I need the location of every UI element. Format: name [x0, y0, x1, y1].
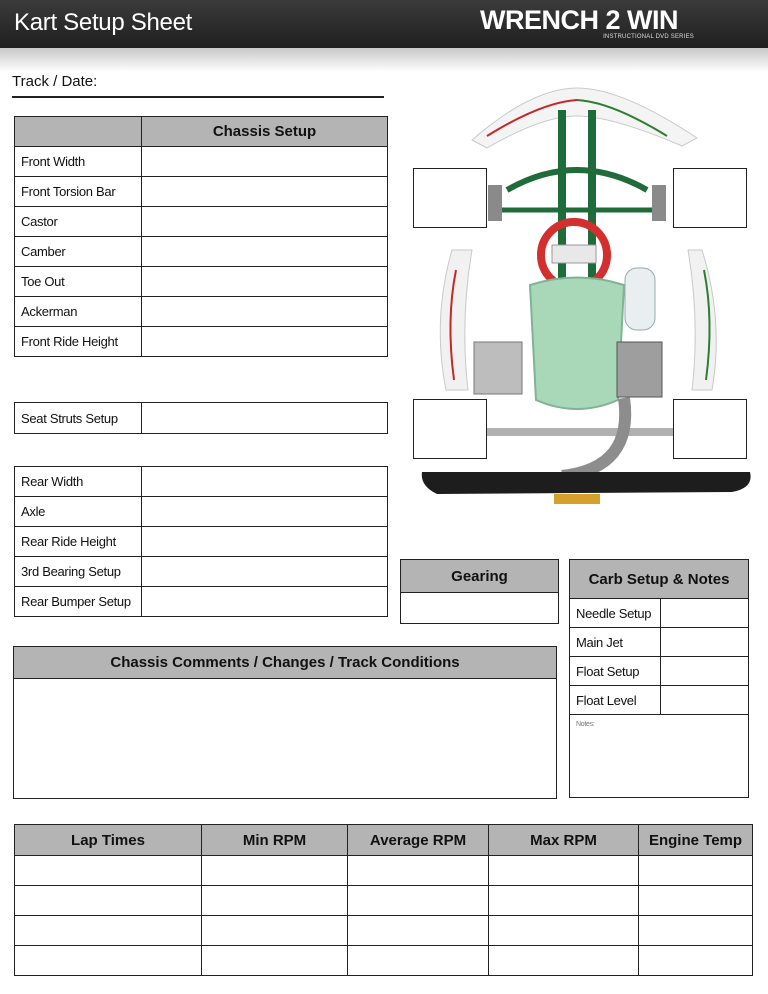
comments-field[interactable] — [14, 679, 557, 799]
seat-struts-table — [14, 402, 388, 434]
row-label: Rear Width — [15, 467, 142, 497]
table-cell[interactable] — [489, 856, 639, 886]
third-bearing-field[interactable] — [142, 557, 388, 587]
header-fade — [0, 48, 768, 72]
row-label: 3rd Bearing Setup — [15, 557, 142, 587]
toe-out-field[interactable] — [142, 267, 388, 297]
gearing-heading: Gearing — [401, 560, 559, 593]
table-cell[interactable] — [15, 946, 202, 976]
chassis-setup-table — [14, 116, 388, 357]
logo-text: WRENCH 2 WIN — [480, 5, 678, 35]
ackerman-field[interactable] — [142, 297, 388, 327]
table-cell[interactable] — [202, 916, 348, 946]
notes-field[interactable]: Notes: — [570, 715, 749, 798]
comments-heading: Chassis Comments / Changes / Track Conditions — [14, 647, 557, 679]
front-ride-height-field[interactable] — [142, 327, 388, 357]
row-label: Toe Out — [15, 267, 142, 297]
table-row — [15, 886, 753, 916]
rear-setup-table — [14, 466, 388, 617]
carb-setup-table — [569, 559, 749, 798]
col-min-rpm: Min RPM — [202, 825, 348, 856]
rear-left-wheel-box[interactable] — [413, 399, 487, 459]
row-label: Ackerman — [15, 297, 142, 327]
table-cell[interactable] — [15, 886, 202, 916]
main-jet-field[interactable] — [661, 628, 749, 657]
table-cell[interactable] — [202, 946, 348, 976]
castor-field[interactable] — [142, 207, 388, 237]
chassis-setup-heading: Chassis Setup — [142, 117, 388, 147]
col-average-rpm: Average RPM — [348, 825, 489, 856]
brand-logo — [480, 5, 700, 40]
table-cell[interactable] — [202, 886, 348, 916]
row-label: Castor — [15, 207, 142, 237]
rear-right-wheel-box[interactable] — [673, 399, 747, 459]
page-title: Kart Setup Sheet — [14, 9, 192, 36]
gearing-field[interactable] — [401, 593, 559, 624]
float-level-field[interactable] — [661, 686, 749, 715]
front-width-field[interactable] — [142, 147, 388, 177]
rear-width-field[interactable] — [142, 467, 388, 497]
row-label: Seat Struts Setup — [15, 403, 142, 434]
row-label: Main Jet — [570, 628, 661, 657]
row-label: Float Setup — [570, 657, 661, 686]
front-torsion-bar-field[interactable] — [142, 177, 388, 207]
row-label: Axle — [15, 497, 142, 527]
row-label: Front Ride Height — [15, 327, 142, 357]
carb-setup-heading: Carb Setup & Notes — [570, 560, 749, 599]
table-row — [15, 916, 753, 946]
axle-field[interactable] — [142, 497, 388, 527]
table-cell[interactable] — [489, 886, 639, 916]
table-cell[interactable] — [348, 886, 489, 916]
logo-subtext: INSTRUCTIONAL DVD SERIES — [603, 34, 694, 40]
front-left-wheel-box[interactable] — [413, 168, 487, 228]
row-label: Camber — [15, 237, 142, 267]
col-engine-temp: Engine Temp — [639, 825, 753, 856]
comments-table — [13, 646, 557, 799]
table-cell[interactable] — [348, 856, 489, 886]
table-cell[interactable] — [348, 916, 489, 946]
table-cell[interactable] — [202, 856, 348, 886]
table-cell[interactable] — [15, 916, 202, 946]
table-cell[interactable] — [639, 916, 753, 946]
rear-bumper-field[interactable] — [142, 587, 388, 617]
front-right-wheel-box[interactable] — [673, 168, 747, 228]
row-label: Rear Bumper Setup — [15, 587, 142, 617]
float-setup-field[interactable] — [661, 657, 749, 686]
table-cell[interactable] — [489, 916, 639, 946]
track-date-field[interactable] — [12, 96, 384, 98]
table-cell[interactable] — [639, 886, 753, 916]
row-label: Float Level — [570, 686, 661, 715]
table-row — [15, 856, 753, 886]
col-lap-times: Lap Times — [15, 825, 202, 856]
row-label: Front Torsion Bar — [15, 177, 142, 207]
rear-ride-height-field[interactable] — [142, 527, 388, 557]
row-label: Needle Setup — [570, 599, 661, 628]
camber-field[interactable] — [142, 237, 388, 267]
track-date-label: Track / Date: — [12, 73, 98, 90]
row-label: Front Width — [15, 147, 142, 177]
seat-struts-field[interactable] — [142, 403, 388, 434]
table-cell[interactable] — [489, 946, 639, 976]
gearing-table — [400, 559, 559, 624]
lap-times-table — [14, 824, 753, 976]
table-row — [15, 946, 753, 976]
chassis-blank-header — [15, 117, 142, 147]
needle-setup-field[interactable] — [661, 599, 749, 628]
table-cell[interactable] — [15, 856, 202, 886]
table-cell[interactable] — [639, 946, 753, 976]
row-label: Rear Ride Height — [15, 527, 142, 557]
table-cell[interactable] — [348, 946, 489, 976]
table-cell[interactable] — [639, 856, 753, 886]
col-max-rpm: Max RPM — [489, 825, 639, 856]
